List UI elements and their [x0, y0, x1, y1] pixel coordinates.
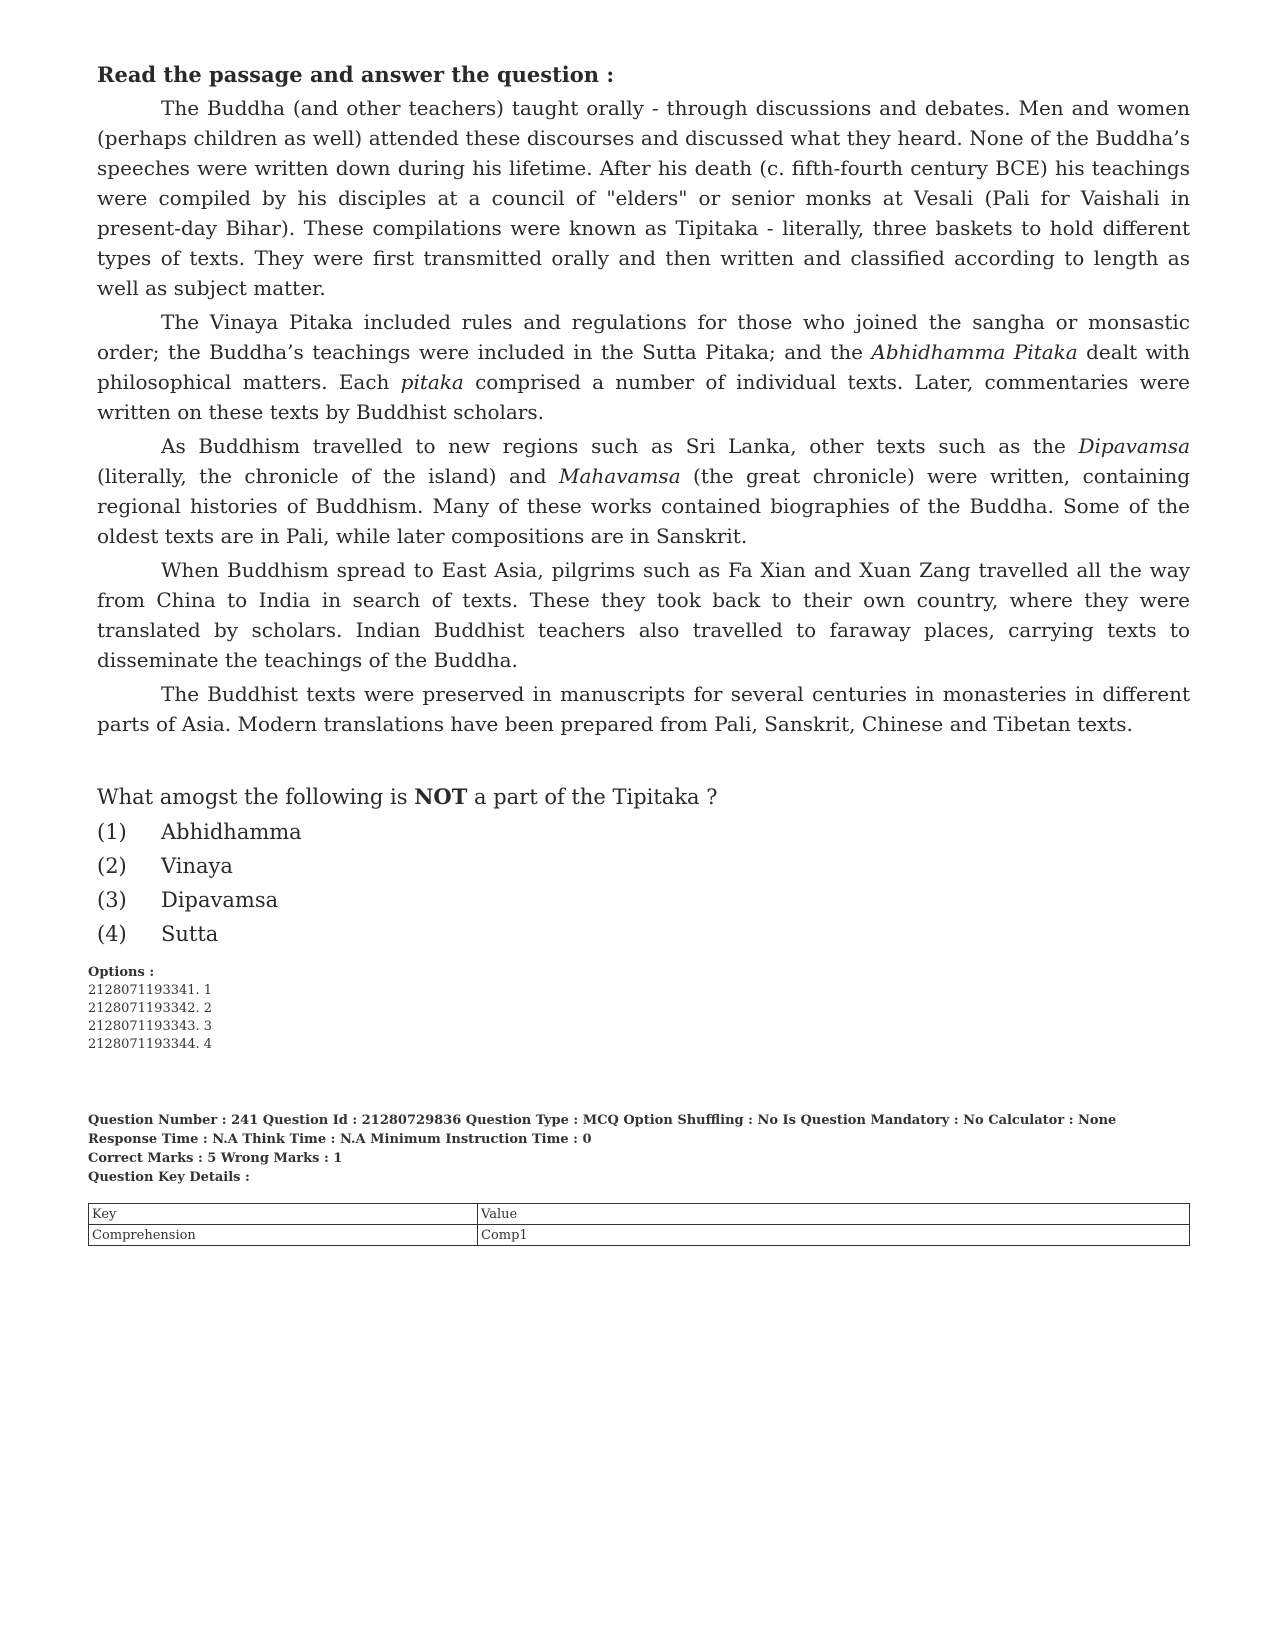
option-label: Sutta: [161, 922, 219, 946]
p2-italic-abhidhamma: Abhidhamma Pitaka: [871, 340, 1078, 364]
question-info-line-1: Question Number : 241 Question Id : 21280729836 Question Type : MCQ Option Shuffling : No Is Question Mandatory : No Calculator : None: [88, 1113, 1117, 1128]
passage-paragraph-3: [97, 431, 1190, 551]
p3-italic-dipavamsa: Dipavamsa: [1078, 434, 1190, 458]
p3-italic-mahavamsa: Mahavamsa: [559, 464, 681, 488]
p2-italic-pitaka: pitaka: [400, 370, 464, 394]
option-label: Vinaya: [161, 854, 233, 878]
option-number: (1): [97, 820, 127, 844]
question-text: [97, 784, 1190, 809]
option-id-item: 2128071193343. 3: [88, 1019, 213, 1034]
option-label: Dipavamsa: [161, 888, 279, 912]
option-ids-label: Options :: [88, 965, 155, 980]
p2-text-b: dealt with philosophical matters. Each: [97, 340, 1190, 394]
option-number: (2): [97, 854, 127, 878]
answer-option-2[interactable]: [97, 849, 1190, 883]
p2-text-a: The Vinaya Pitaka included rules and regulations for those who joined the sangha or monsastic order; the Buddha’s teachings were included in the Sutta Pitaka; and the: [97, 310, 1190, 364]
passage-heading: Read the passage and answer the question :: [97, 62, 615, 87]
table-row: [89, 1225, 1190, 1246]
table-cell-value: Comp1: [478, 1225, 1190, 1246]
question-info-line-2: Response Time : N.A Think Time : N.A Minimum Instruction Time : 0: [88, 1132, 592, 1147]
question-text-before: What amogst the following is: [97, 785, 415, 809]
answer-option-4[interactable]: [97, 917, 1190, 951]
question-key-table: [88, 1203, 1190, 1246]
option-id-item: 2128071193341. 1: [88, 983, 213, 998]
table-header-row: [89, 1204, 1190, 1225]
option-number: (3): [97, 888, 127, 912]
question-key-details-label: Question Key Details :: [88, 1170, 250, 1185]
p3-text-a: As Buddhism travelled to new regions such as Sri Lanka, other texts such as the: [161, 434, 1079, 458]
question-emphasis: NOT: [414, 784, 468, 809]
passage: [97, 60, 1190, 743]
option-label: Abhidhamma: [161, 820, 302, 844]
p3-text-b: (literally, the chronicle of the island) and: [97, 464, 560, 488]
table-header-key: Key: [89, 1204, 478, 1225]
passage-paragraph-1: The Buddha (and other teachers) taught orally - through discussions and debates. Men and women (perhaps children as well) attended these discourses and discussed what they heard. None of the Buddha’s speeches were written down during his lifetime. After his death (c. fifth-fourth century BCE) his teachings were compiled by his disciples at a council of "elders" or senior monks at Vesali (Pali for Vaishali in present-day Bihar). These compilations were known as Tipitaka - literally, three baskets to hold different types of texts. They were first transmitted orally and then written and classified according to length as well as subject matter.: [97, 96, 1190, 300]
question: [97, 784, 1190, 951]
passage-paragraph-5: The Buddhist texts were preserved in manuscripts for several centuries in monasteries in different parts of Asia. Modern translations have been prepared from Pali, Sanskrit, Chinese and Tibetan texts.: [97, 682, 1190, 736]
table-header-value: Value: [478, 1204, 1190, 1225]
option-id-item: 2128071193342. 2: [88, 1001, 213, 1016]
option-id-item: 2128071193344. 4: [88, 1037, 213, 1052]
question-text-after: a part of the Tipitaka ?: [467, 785, 718, 809]
option-number: (4): [97, 922, 127, 946]
p2-text-c: comprised a number of individual texts. Later, commentaries were written on these texts by Buddhist scholars.: [97, 370, 1190, 424]
question-info: [88, 1111, 1188, 1187]
answer-option-1[interactable]: [97, 815, 1190, 849]
table-cell-key: Comprehension: [89, 1225, 478, 1246]
p3-text-c: (the great chronicle) were written, containing regional histories of Buddhism. Many of these works contained biographies of the Buddha. Some of the oldest texts are in Pali, while later compositions are in Sanskrit.: [97, 464, 1191, 548]
question-info-line-3: Correct Marks : 5 Wrong Marks : 1: [88, 1151, 343, 1166]
passage-paragraph-2: [97, 307, 1190, 427]
option-ids-list: [88, 964, 212, 1054]
answer-option-3[interactable]: [97, 883, 1190, 917]
passage-paragraph-4: When Buddhism spread to East Asia, pilgrims such as Fa Xian and Xuan Zang travelled all the way from China to India in search of texts. These they took back to their own country, where they were translated by scholars. Indian Buddhist teachers also travelled to faraway places, carrying texts to disseminate the teachings of the Buddha.: [97, 558, 1190, 672]
